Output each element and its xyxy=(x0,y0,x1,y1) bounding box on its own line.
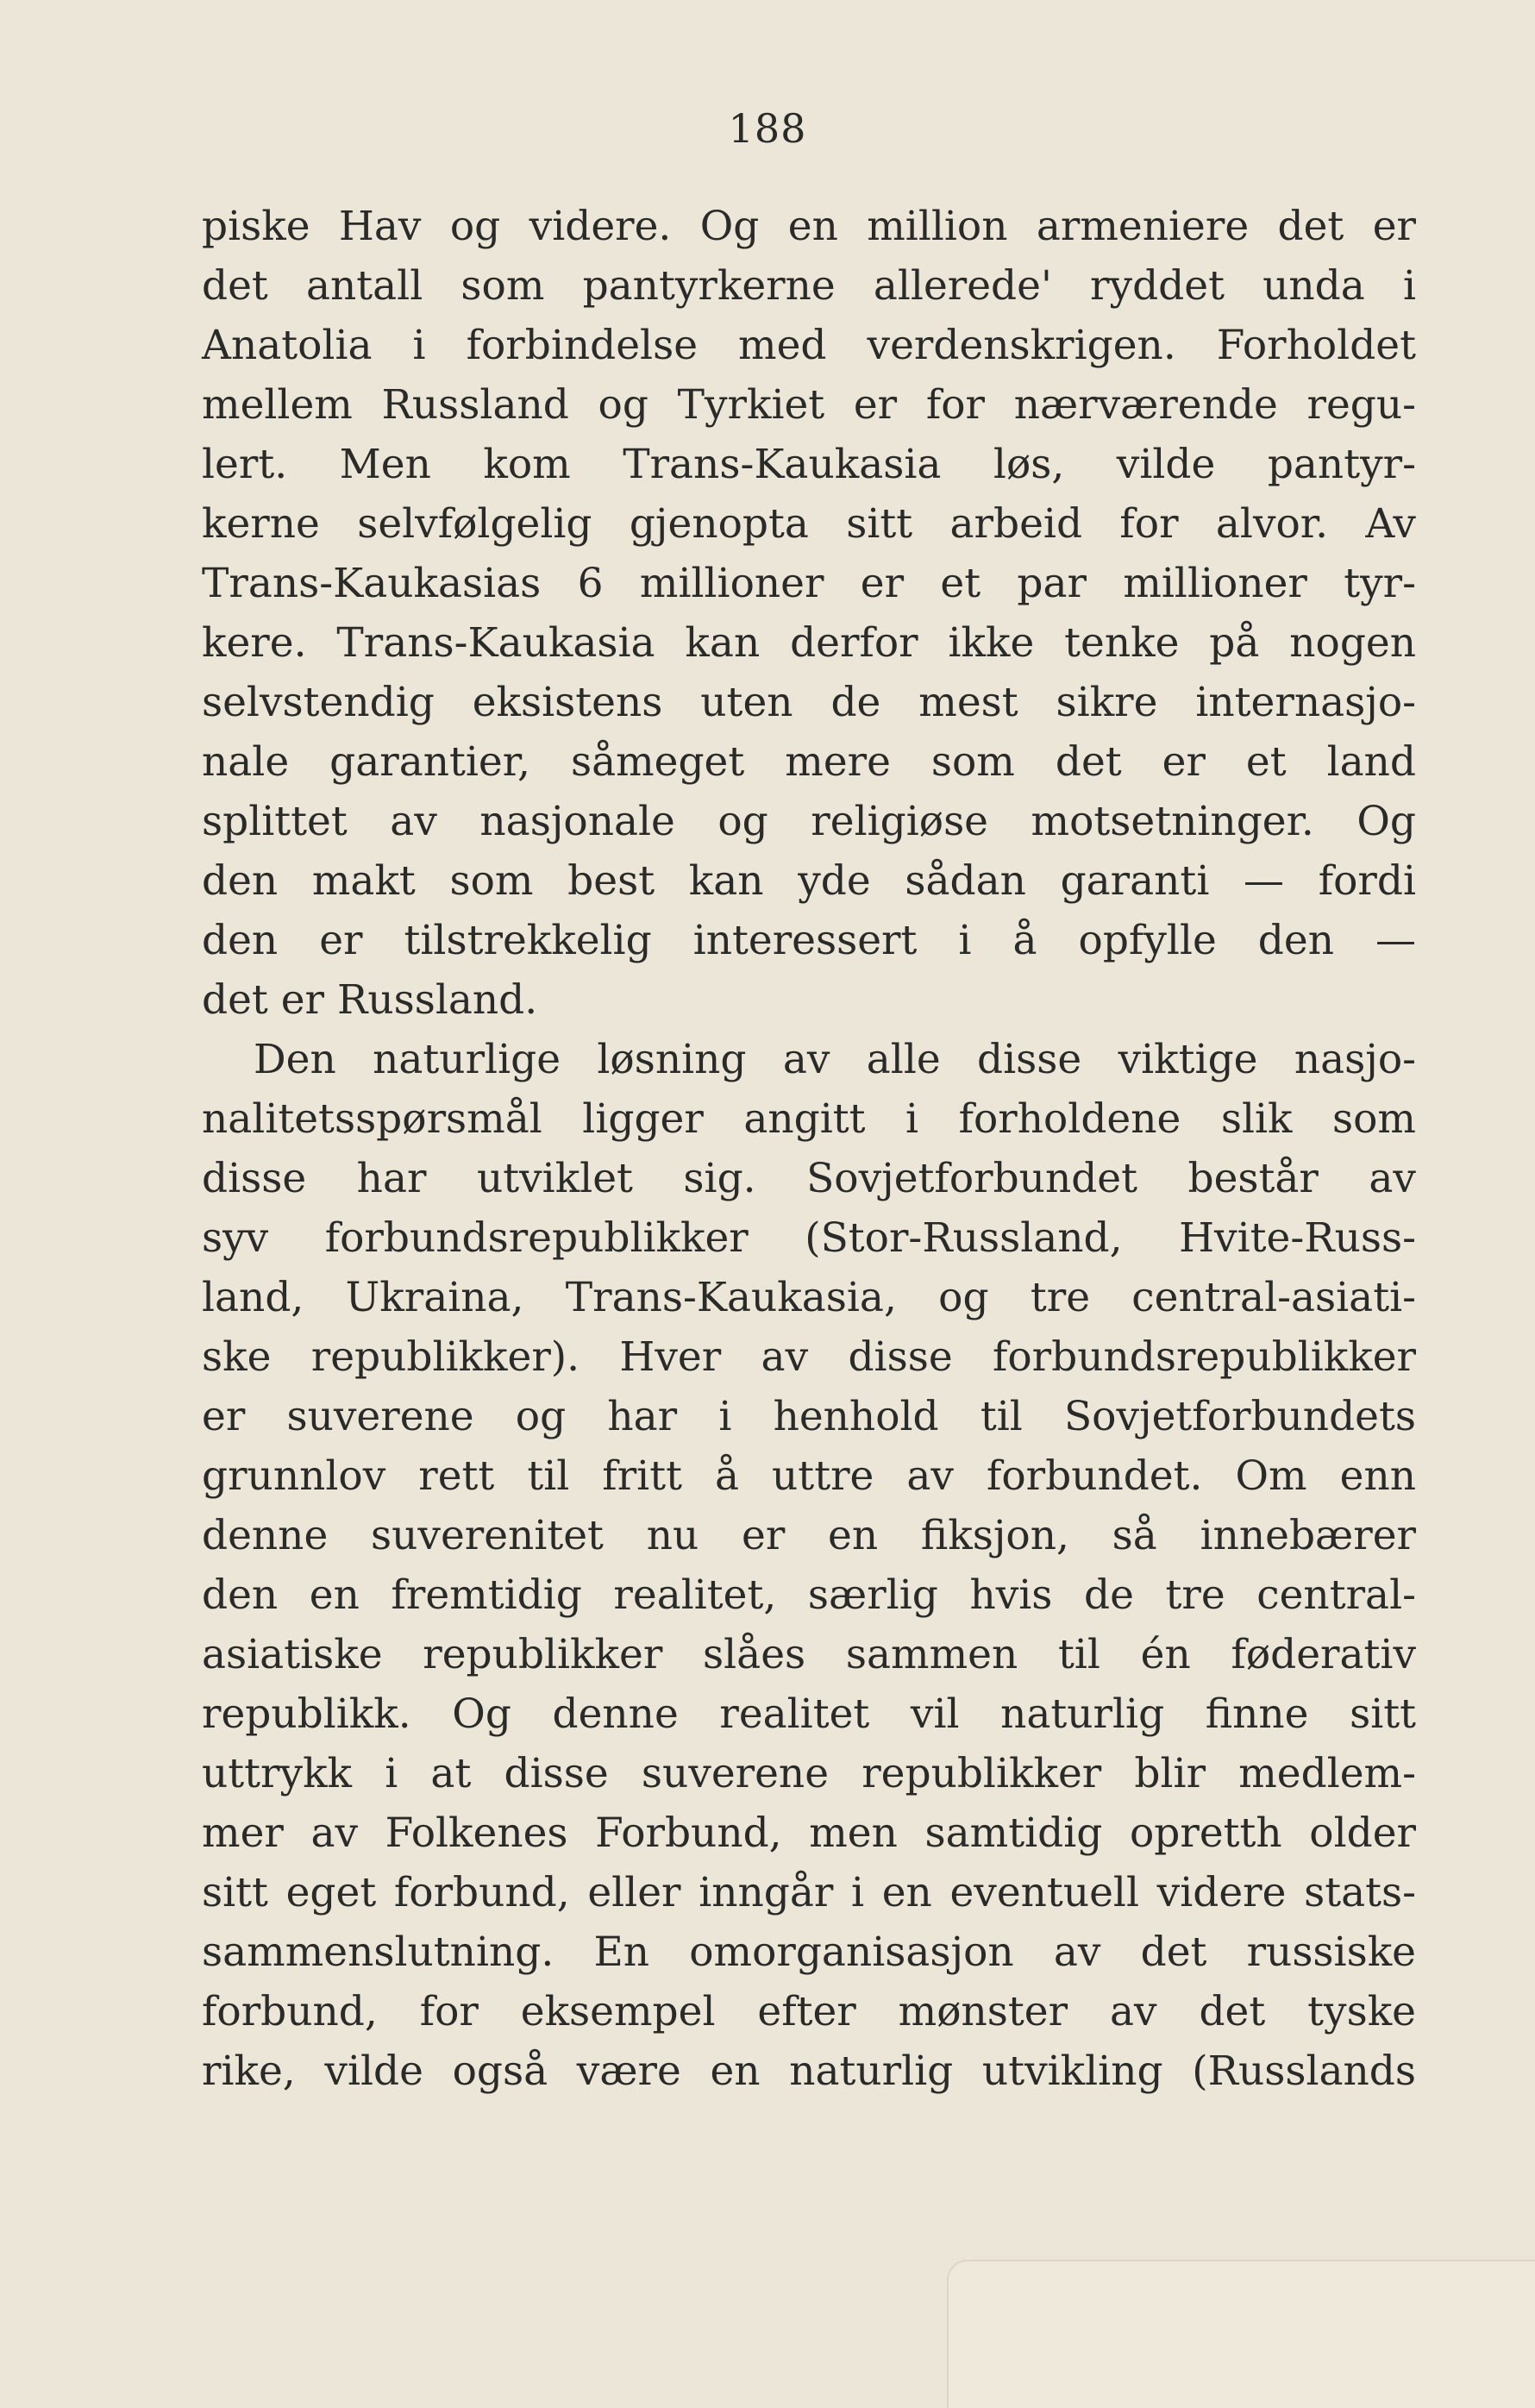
text-line: Den naturlige løsning av alle disse viktige nasjo- xyxy=(254,1036,1416,1083)
text-line: land, Ukraina, Trans-Kaukasia, og tre central-asiati- xyxy=(202,1274,1416,1321)
text-line: rike, vilde også være en naturlig utvikling (Russlands xyxy=(202,2047,1416,2095)
text-line: mer av Folkenes Forbund, men samtidig opretth older xyxy=(202,1809,1416,1857)
paragraph-2 xyxy=(202,1030,1416,2101)
text-line: forbund, for eksempel efter mønster av det tyske xyxy=(202,1988,1416,2035)
page-corner-mark xyxy=(947,2260,1535,2408)
text-line: den en fremtidig realitet, særlig hvis de tre central- xyxy=(202,1571,1416,1619)
text-line: denne suverenitet nu er en fiksjon, så innebærer xyxy=(202,1512,1416,1559)
text-line: mellem Russland og Tyrkiet er for nærværende regu- xyxy=(202,381,1416,429)
text-line: Anatolia i forbindelse med verdenskrigen. Forholdet xyxy=(202,322,1416,369)
text-line: det er Russland. xyxy=(202,976,538,1024)
text-line: kerne selvfølgelig gjenopta sitt arbeid for alvor. Av xyxy=(202,500,1416,548)
text-line: ske republikker). Hver av disse forbundsrepublikker xyxy=(202,1333,1416,1381)
text-line: lert. Men kom Trans-Kaukasia løs, vilde pantyr- xyxy=(202,441,1416,488)
text-line: sammenslutning. En omorganisasjon av det russiske xyxy=(202,1928,1416,1976)
text-line: uttrykk i at disse suverene republikker blir medlem- xyxy=(202,1750,1416,1797)
body-text xyxy=(202,197,1416,2101)
text-line: syv forbundsrepublikker (Stor-Russland, Hvite-Russ- xyxy=(202,1214,1416,1262)
text-line: grunnlov rett til fritt å uttre av forbundet. Om enn xyxy=(202,1452,1416,1500)
text-line: republikk. Og denne realitet vil naturlig finne sitt xyxy=(202,1690,1416,1738)
text-line: selvstendig eksistens uten de mest sikre internasjo- xyxy=(202,679,1416,726)
text-line: splittet av nasjonale og religiøse motsetninger. Og xyxy=(202,798,1416,845)
text-line: sitt eget forbund, eller inngår i en eventuell videre stats- xyxy=(202,1869,1416,1916)
text-line: disse har utviklet sig. Sovjetforbundet består av xyxy=(202,1155,1416,1202)
paragraph-1 xyxy=(202,197,1416,1030)
text-line: Trans-Kaukasias 6 millioner er et par millioner tyr- xyxy=(202,560,1416,607)
text-line: er suverene og har i henhold til Sovjetforbundets xyxy=(202,1393,1416,1440)
text-line: den er tilstrekkelig interessert i å opfylle den — xyxy=(202,917,1416,964)
text-line: piske Hav og videre. Og en million armeniere det er xyxy=(202,203,1416,250)
text-line: det antall som pantyrkerne allerede' ryddet unda i xyxy=(202,262,1416,310)
text-line: asiatiske republikker slåes sammen til én føderativ xyxy=(202,1631,1416,1678)
text-line: nalitetsspørsmål ligger angitt i forholdene slik som xyxy=(202,1095,1416,1143)
text-line: kere. Trans-Kaukasia kan derfor ikke tenke på nogen xyxy=(202,619,1416,667)
text-line: den makt som best kan yde sådan garanti — fordi xyxy=(202,857,1416,905)
page-number: 188 xyxy=(728,105,807,152)
text-line: nale garantier, såmeget mere som det er et land xyxy=(202,738,1416,786)
